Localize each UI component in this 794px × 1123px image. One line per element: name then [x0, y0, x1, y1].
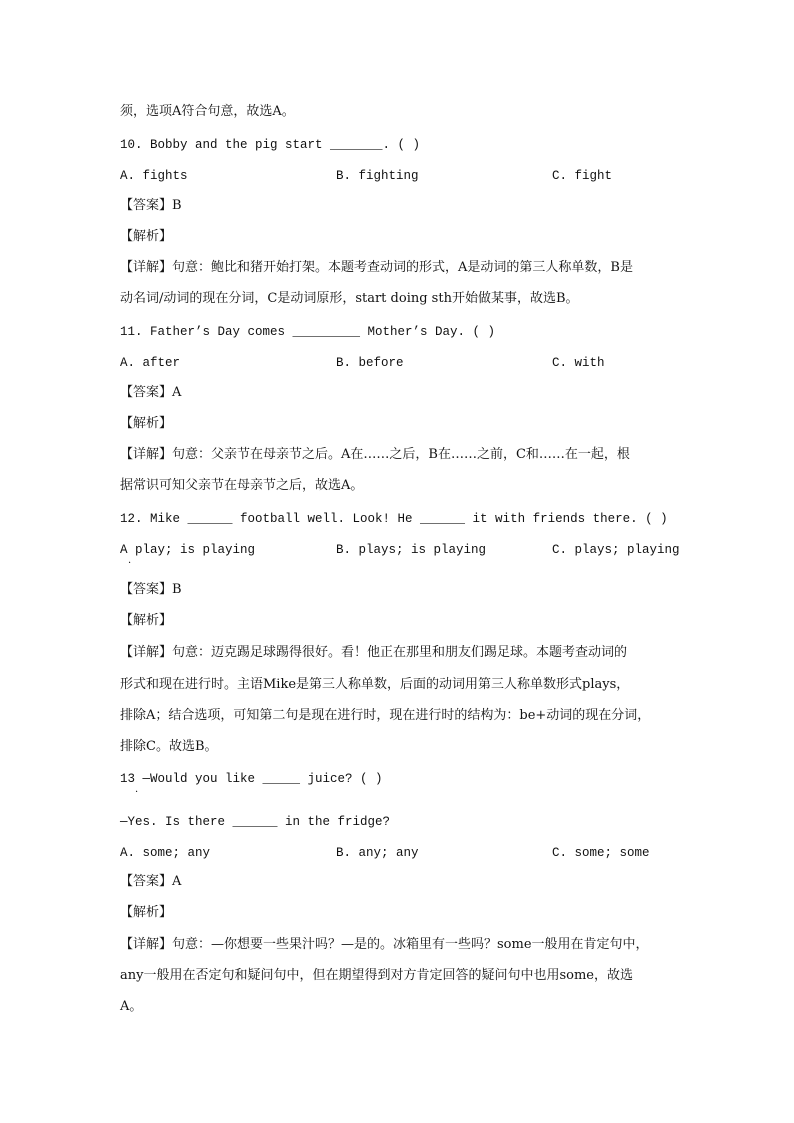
text-line: 须，选项A符合句意，故选A。 — [120, 104, 295, 119]
answer-label: 【答案】A — [120, 874, 182, 889]
explanation-line: 动名词/动词的现在分词，C是动词原形，start doing sth开始做某事，故选B。 — [120, 291, 579, 306]
explanation-line: 排除C。故选B。 — [120, 739, 218, 754]
dot-mark: · — [128, 558, 132, 569]
option-c: C. some; some — [552, 846, 650, 860]
explanation-line: 【详解】句意：鲍比和猪开始打架。本题考查动词的形式，A是动词的第三人称单数，B是 — [120, 260, 633, 275]
option-b: B. before — [336, 356, 404, 370]
option-b: B. any; any — [336, 846, 419, 860]
option-a: A. fights — [120, 169, 188, 183]
option-b: B. fighting — [336, 169, 419, 183]
answer-label: 【答案】B — [120, 198, 182, 213]
question-11: 11. Father’s Day comes _________ Mother’s Day. ( ) — [120, 325, 496, 339]
analysis-label: 【解析】 — [120, 229, 173, 244]
explanation-line: 【详解】句意：父亲节在母亲节之后。A在……之后，B在……之前，C和……在一起，根 — [120, 447, 630, 462]
explanation-line: 【详解】句意：—你想要一些果汁吗？—是的。冰箱里有一些吗？some一般用在肯定句中， — [120, 937, 649, 952]
explanation-line: 据常识可知父亲节在母亲节之后，故选A。 — [120, 478, 364, 493]
option-b: B. plays; is playing — [336, 543, 487, 557]
answer-label: 【答案】A — [120, 385, 182, 400]
explanation-line: 形式和现在进行时。主语Mike是第三人称单数，后面的动词用第三人称单数形式plays， — [120, 677, 630, 692]
option-c: C. with — [552, 356, 605, 370]
question-12: 12. Mike ______ football well. Look! He ______ it with friends there. ( ) — [120, 512, 668, 526]
analysis-label: 【解析】 — [120, 416, 173, 431]
question-10: 10. Bobby and the pig start _______. ( ) — [120, 138, 421, 152]
dot-mark: · — [135, 787, 139, 798]
option-c: C. fight — [552, 169, 613, 183]
answer-label: 【答案】B — [120, 582, 182, 597]
explanation-line: any一般用在否定句和疑问句中，但在期望得到对方肯定回答的疑问句中也用some，故选 — [120, 968, 633, 983]
question-13: 13 —Would you like _____ juice? ( ) — [120, 772, 383, 786]
analysis-label: 【解析】 — [120, 905, 173, 920]
explanation-line: A。 — [120, 999, 143, 1014]
explanation-line: 【详解】句意：迈克踢足球踢得很好。看！他正在那里和朋友们踢足球。本题考查动词的 — [120, 645, 628, 660]
option-a: A play; is playing — [120, 543, 256, 557]
analysis-label: 【解析】 — [120, 613, 173, 628]
option-a: A. after — [120, 356, 181, 370]
explanation-line: 排除A；结合选项，可知第二句是现在进行时，现在进行时的结构为：be+动词的现在分词， — [120, 708, 651, 723]
option-a: A. some; any — [120, 846, 211, 860]
question-13-line-2: —Yes. Is there ______ in the fridge? — [120, 815, 391, 829]
option-c: C. plays; playing — [552, 543, 680, 557]
